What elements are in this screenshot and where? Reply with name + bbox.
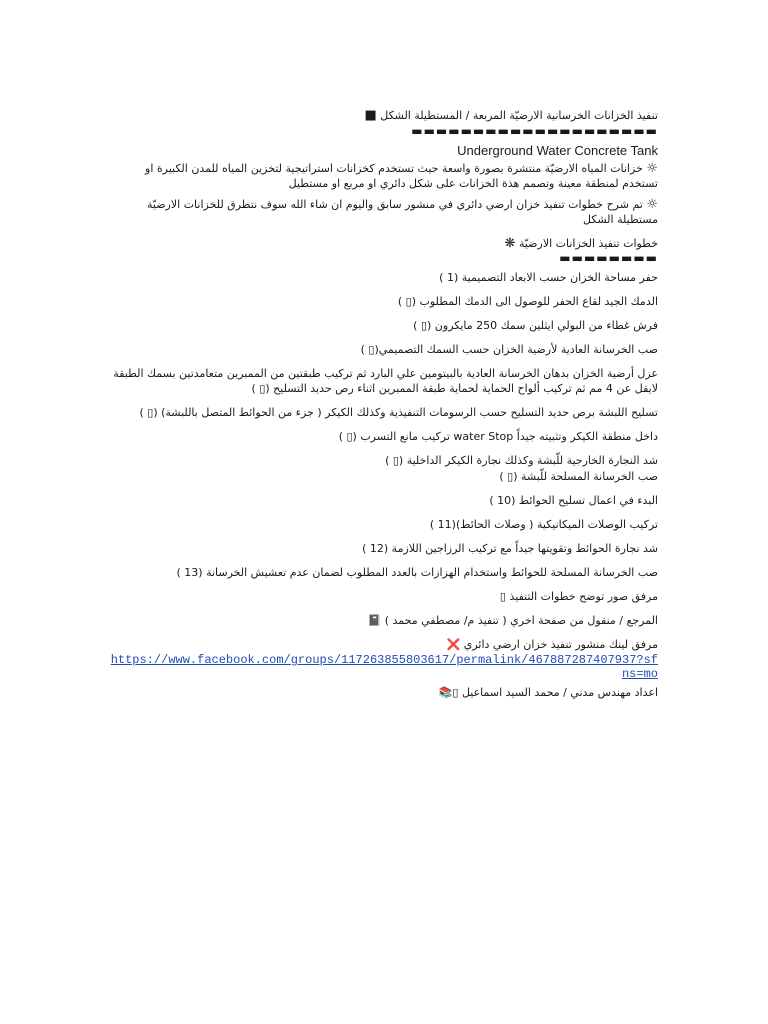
step-item: عزل أرضية الخزان بدهان الخرسانة العادية بالبيتومين علي البارد ثم تركيب طبقتين من الممبرين متعامدتين بسمك الطبقة لايقل عن 4 مم ثم تركيب ألواح الحماية لحماية طبقة الممبرين اثناء رص حديد التسليح (▯ ): [113, 367, 658, 395]
sun-icon: ☼: [646, 197, 658, 212]
step-item: صب الخرسانة المسلحة للحوائط واستخدام الهزازات بالعدد المطلوب لضمان عدم تعشيش الخرسانة (13 ): [176, 566, 658, 579]
step-item: فرش غطاء من البولي ايثلين سمك 250 مايكرون (▯ ): [413, 319, 658, 332]
square-bullet-icon: ■: [364, 108, 377, 123]
attached-photos-note: مرفق صور توضح خطوات التنفيذ ▯: [499, 590, 658, 603]
intro-paragraph-1: [110, 161, 658, 191]
step-item: داخل منطقة الكيكر وتثبيته جيداً water Stop تركيب مانع التسرب (▯ ): [338, 430, 658, 443]
document-page: [110, 108, 658, 709]
step-item: شد النجارة الخارجية للّبشة وكذلك نجارة الكيكر الداخلية (▯ ): [385, 454, 658, 467]
step-item: شد نجارة الحوائط وتقويتها جيداً مع تركيب الرزاجين اللازمة (12 ): [362, 542, 658, 555]
step-item: صب الخرسانة المسلحة للّبشة (▯ ): [499, 470, 658, 483]
reference-note: المرجع / منقول من صفحة اخري ( تنفيذ م/ مصطفي محمد ) 📓: [367, 614, 658, 627]
step-item: الدمك الجيد لقاع الحفر للوصول الى الدمك المطلوب (▯ ): [397, 295, 658, 308]
intro-text-1: خزانات المياه الارضيّة منتشرة بصورة واسعة حيث تستخدم كخزانات استراتيجية لتخزين المياه للمدن الكبيرة او تستخدم لمنطقة معينة وتصمم هذة الخزانات على شكل دائري او مربع او مستطيل: [145, 162, 658, 190]
snowflake-icon: ❋: [504, 236, 516, 251]
intro-text-2: تم شرح خطوات تنفيذ خزان ارضي دائري في منشور سابق واليوم ان شاء الله سوف نتطرق للخزانات الارضيّة مستطيلة الشكل: [147, 198, 658, 226]
facebook-post-link[interactable]: https://www.facebook.com/groups/117263855803617/permalink/467887287407937?sfns=mo: [110, 653, 658, 681]
author-credit: اعداد مهندس مدني / محمد السيد اسماعيل ▯📚: [438, 686, 658, 699]
sun-icon: ☼: [646, 161, 658, 176]
document-heading: [110, 108, 658, 123]
steps-heading: [110, 236, 658, 251]
circular-tank-link-note: مرفق لينك منشور تنفيذ خزان ارضي دائري ❌: [446, 638, 658, 651]
english-title: Underground Water Concrete Tank: [457, 143, 658, 158]
steps-title: خطوات تنفيذ الخزانات الارضيّة: [518, 237, 658, 250]
heading-text: تنفيذ الخزانات الخرسانية الارضيّة المربعة / المستطيلة الشكل: [380, 109, 658, 122]
step-item: حفر مساحة الخزان حسب الابعاد التصميمية (1 ): [439, 271, 658, 284]
step-item: تسليح اللبشة برص حديد التسليح حسب الرسومات التنفيذية وكذلك الكيكر ( جزء من الحوائط المتصل باللبشة) (▯ ): [139, 406, 658, 419]
step-item: البدء في اعمال تسليح الحوائط (10 ): [489, 494, 658, 507]
steps-divider: ▬▬▬▬▬▬▬▬: [559, 251, 658, 265]
intro-paragraph-2: [110, 197, 658, 227]
step-item: صب الخرسانة العادية لأرضية الخزان حسب السمك التصميمي(▯ ): [360, 343, 658, 356]
step-item: تركيب الوصلات الميكانيكية ( وصلات الحائط)(11 ): [429, 518, 658, 531]
heading-divider: ▬▬▬▬▬▬▬▬▬▬▬▬▬▬▬▬▬▬▬▬: [411, 124, 658, 138]
